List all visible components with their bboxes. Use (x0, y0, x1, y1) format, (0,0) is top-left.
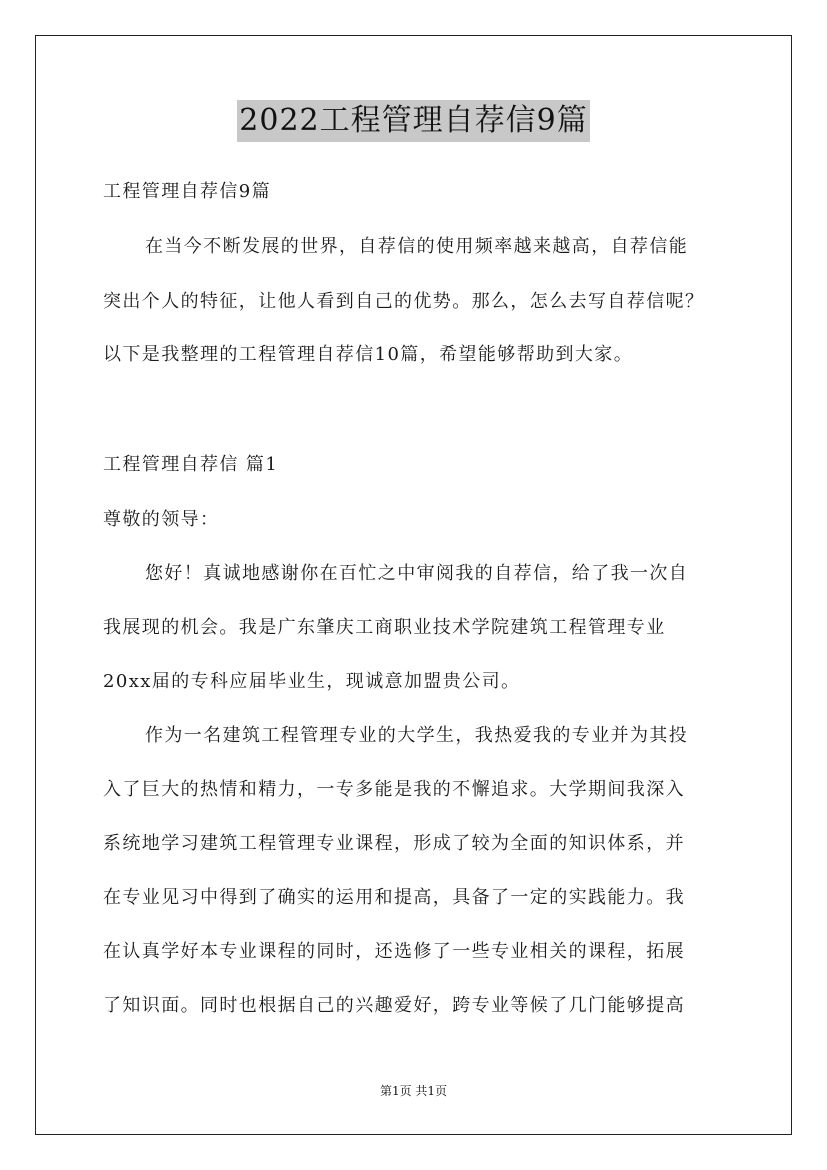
document-title: 2022工程管理自荐信9篇 (237, 100, 589, 142)
para2-line-6: 了知识面。同时也根据自己的兴趣爱好，跨专业等候了几门能够提高 (103, 995, 685, 1016)
para2-line-2: 入了巨大的热情和精力，一专多能是我的不懈追求。大学期间我深入 (103, 779, 685, 800)
section-heading: 工程管理自荐信 篇1 (103, 454, 279, 475)
para1-line-3: 20xx届的专科应届毕业生，现诚意加盟贵公司。 (103, 671, 521, 692)
intro-line-3: 以下是我整理的工程管理自荐信10篇，希望能够帮助到大家。 (103, 344, 634, 365)
title-wrap (0, 100, 827, 142)
para2-line-4: 在专业见习中得到了确实的运用和提高，具备了一定的实践能力。我 (103, 887, 685, 908)
para2-line-5: 在认真学好本专业课程的同时，还选修了一些专业相关的课程，拓展 (103, 941, 685, 962)
para1-line-2: 我展现的机会。我是广东肇庆工商职业技术学院建筑工程管理专业 (103, 617, 666, 638)
para2-line-1: 作为一名建筑工程管理专业的大学生，我热爱我的专业并为其投 (145, 725, 689, 746)
salutation: 尊敬的领导： (103, 509, 220, 530)
para1-line-1: 您好！真诚地感谢你在百忙之中审阅我的自荐信，给了我一次自 (145, 563, 689, 584)
intro-line-2: 突出个人的特征，让他人看到自己的优势。那么，怎么去写自荐信呢？ (103, 291, 705, 312)
subtitle: 工程管理自荐信9篇 (103, 181, 272, 202)
para2-line-3: 系统地学习建筑工程管理专业课程，形成了较为全面的知识体系，并 (103, 833, 685, 854)
intro-line-1: 在当今不断发展的世界，自荐信的使用频率越来越高，自荐信能 (145, 236, 689, 257)
page-footer: 第1页 共1页 (379, 1084, 448, 1098)
